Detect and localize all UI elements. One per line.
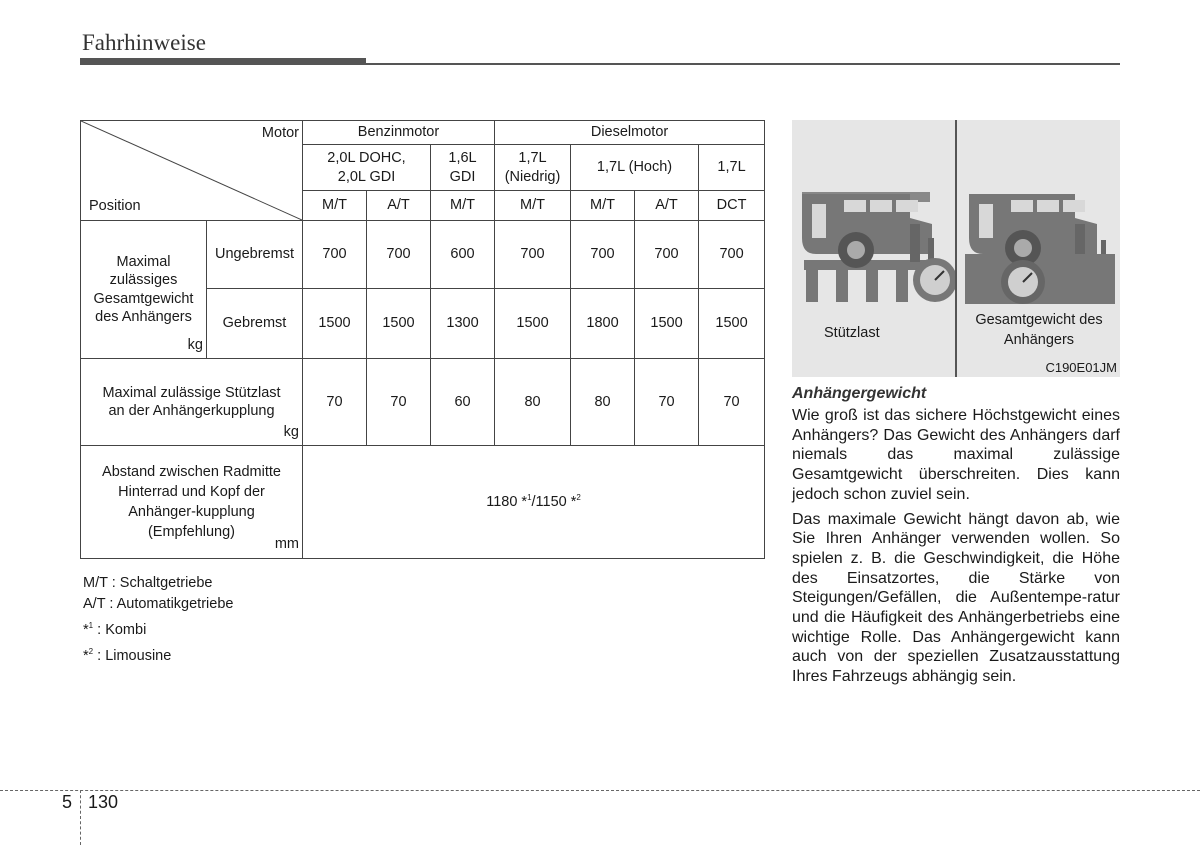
row-label-gesamtgewicht — [81, 221, 207, 359]
table-cell: 80 — [495, 359, 571, 446]
table-footnotes — [83, 573, 233, 667]
table-cell: 700 — [303, 221, 367, 289]
transmission-header: A/T — [635, 191, 699, 221]
table-cell: 600 — [431, 221, 495, 289]
abstand-label-text: Abstand zwischen Radmitte Hinterrad und Kopf der Anhänger-kupplung (Empfehlung) — [102, 464, 281, 540]
engine-header: 1,7L (Niedrig) — [495, 145, 571, 191]
tongue-weight-drawing — [792, 120, 955, 310]
table-cell: 1500 — [699, 289, 765, 359]
engine-header: 1,7L — [699, 145, 765, 191]
trailer-gross-weight-drawing — [957, 120, 1120, 310]
table-cell: 700 — [367, 221, 431, 289]
abstand-value-cell — [303, 446, 765, 559]
transmission-header: M/T — [431, 191, 495, 221]
note-at: A/T : Automatikgetriebe — [83, 596, 234, 612]
group-header-benzin: Benzinmotor — [303, 121, 495, 145]
table-cell: 60 — [431, 359, 495, 446]
table-cell: 70 — [699, 359, 765, 446]
table-cell: 1500 — [635, 289, 699, 359]
transmission-header: DCT — [699, 191, 765, 221]
stuetzlast-label-text: Maximal zulässige Stützlast an der Anhängerkupplung — [102, 384, 281, 419]
illustration-code: C190E01JM — [1045, 360, 1117, 375]
stuetzlast-unit: kg — [283, 423, 299, 440]
abstand-value-kombi: 1180 * — [486, 493, 528, 510]
row-label-abstand — [81, 446, 303, 559]
table-cell: 80 — [571, 359, 635, 446]
engine-header: 1,6L GDI — [431, 145, 495, 191]
caption-gesamtgewicht: Gesamtgewicht des Anhängers — [975, 312, 1103, 348]
table-cell: 1500 — [495, 289, 571, 359]
illustration-divider — [955, 120, 957, 377]
header-rule-thin — [366, 63, 1120, 65]
table-cell: 700 — [635, 221, 699, 289]
sublabel-gebremst: Gebremst — [207, 289, 303, 359]
sublabel-ungebremst: Ungebremst — [207, 221, 303, 289]
note-kombi: *$^1$ : Kombi — [83, 621, 147, 638]
engine-header: 1,7L (Hoch) — [571, 145, 699, 191]
abstand-unit: mm — [274, 536, 299, 552]
footnote-mark: 2 — [576, 493, 581, 503]
footer-dashed-line — [0, 790, 1200, 791]
transmission-header: M/T — [495, 191, 571, 221]
section-heading: Anhängergewicht — [792, 385, 927, 402]
transmission-header: M/T — [571, 191, 635, 221]
table-cell: 70 — [303, 359, 367, 446]
table-cell: 70 — [635, 359, 699, 446]
footnote-mark: 1 — [527, 493, 532, 503]
table-cell: 700 — [495, 221, 571, 289]
table-cell: 1500 — [367, 289, 431, 359]
body-paragraph: Wie groß ist das sichere Höchstgewicht eines Anhängers? Das Gewicht des Anhängers darf niemals das maximal zulässige Gesamtgewicht überschreiten. Dies kann jedoch schon zuviel sein. — [792, 407, 1120, 503]
caption-stuetzlast: Stützlast — [824, 325, 880, 341]
transmission-header: A/T — [367, 191, 431, 221]
table-cell: 1800 — [571, 289, 635, 359]
trailer-weight-illustration — [792, 120, 1120, 377]
body-paragraph: Das maximale Gewicht hängt davon ab, wie Sie Ihren Anhänger verwenden wollen. So spielen z. B. die Geschwindigkeit, die Höhe des Einsatzortes, die Stärke von Steigungen/Gefällen, die Außentempe-ratur und die Häufigkeit des Anhängerbetriebs eine wichtige Rolle. Das Anhängergewicht kann auch von der speziellen Zusatzausstattung Ihres Fahrzeugs abhängig sein. — [792, 510, 1120, 686]
page-number: 130 — [88, 792, 119, 812]
corner-position-label: Position — [89, 197, 141, 214]
table-cell: 70 — [367, 359, 431, 446]
corner-motor-label: Motor — [261, 125, 299, 141]
note-mt: M/T : Schaltgetriebe — [83, 575, 213, 591]
header-rule-thick — [80, 58, 366, 65]
footer-dashed-divider — [80, 790, 81, 845]
transmission-header: M/T — [303, 191, 367, 221]
table-cell: 700 — [699, 221, 765, 289]
note-limousine: *$^2$ : Limousine — [83, 646, 172, 664]
abstand-value-limousine: /1150 * — [531, 493, 577, 510]
gesamtgewicht-unit: kg — [187, 336, 203, 353]
engine-header: 2,0L DOHC, 2,0L GDI — [303, 145, 431, 191]
chapter-number: 5 — [62, 792, 73, 812]
table-cell: 700 — [571, 221, 635, 289]
group-header-diesel: Dieselmotor — [495, 121, 765, 145]
table-corner-cell — [81, 121, 303, 221]
row-label-stuetzlast — [81, 359, 303, 446]
gesamtgewicht-label-text: Maximal zulässiges Gesamtgewicht des Anhängers — [93, 254, 194, 325]
table-cell: 1300 — [431, 289, 495, 359]
table-cell: 1500 — [303, 289, 367, 359]
page-header-title: Fahrhinweise — [82, 30, 206, 55]
trailer-spec-table — [80, 120, 765, 559]
section-body — [792, 406, 1120, 692]
